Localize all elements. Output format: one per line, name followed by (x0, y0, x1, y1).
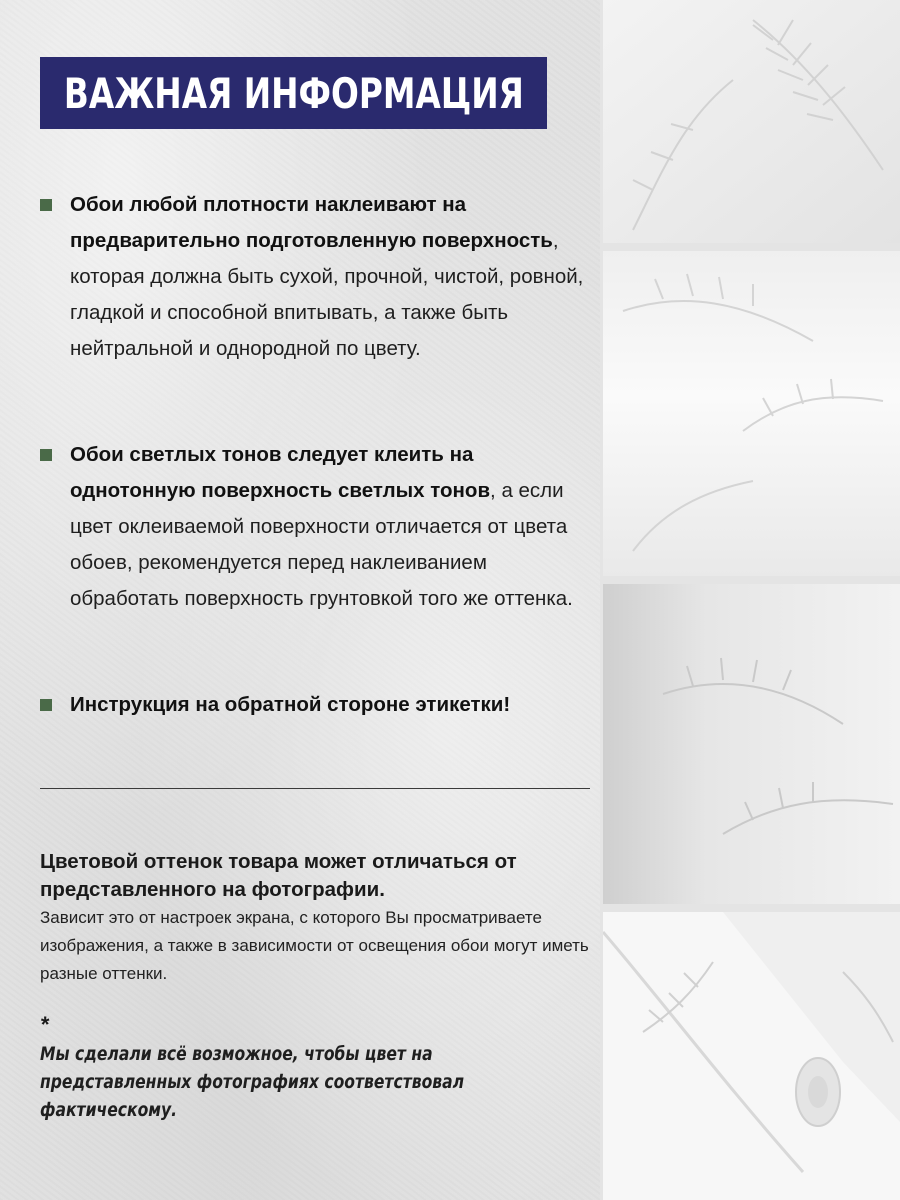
wallpaper-closeup-photo (603, 584, 900, 904)
bullet-marker (40, 699, 52, 711)
bullet-marker (40, 449, 52, 461)
bullet-marker (40, 199, 52, 211)
bullet-item (40, 687, 595, 723)
bullet-rest: , которая должна быть сухой, прочной, чистой, ровной, гладкой и способной впитывать, а также быть нейтральной и однородной по цвету. (70, 229, 584, 360)
wallpaper-closeup-photo (603, 0, 900, 243)
bullet-item (40, 187, 595, 367)
bullet-bold: Обои любой плотности наклеивают на предварительно подготовленную поверхность (70, 193, 553, 252)
bullet-bold: Обои светлых тонов следует клеить на однотонную поверхность светлых тонов (70, 443, 491, 502)
bullet-text (70, 437, 595, 617)
title-banner (40, 57, 547, 129)
bullet-text (70, 687, 595, 723)
wallpaper-closeup-photo (603, 251, 900, 576)
bullet-text (70, 187, 595, 367)
color-note-heading: Цветовой оттенок товара может отличаться от представленного на фотографии. (40, 850, 517, 901)
divider (40, 788, 590, 789)
color-note-text: Зависит это от настроек экрана, с которого Вы просматриваете изображения, а также в зависимости от освещения обои могут иметь разные оттенки. (40, 908, 589, 983)
bullet-bold: Инструкция на обратной стороне этикетки! (70, 693, 511, 716)
bullet-item (40, 437, 595, 617)
disclaimer-text: Мы сделали всё возможное, чтобы цвет на представленных фотографиях соответствовал фактическому. (40, 1043, 465, 1121)
page-title: ВАЖНАЯ ИНФОРМАЦИЯ (63, 68, 524, 118)
asterisk-mark: * (40, 1012, 49, 1037)
wallpaper-roll-photo (603, 912, 900, 1200)
bullet-rest: , а если цвет оклеиваемой поверхности отличается от цвета обоев, рекомендуется перед наклеиванием обработать поверхность грунтовкой того же оттенка. (70, 479, 573, 610)
